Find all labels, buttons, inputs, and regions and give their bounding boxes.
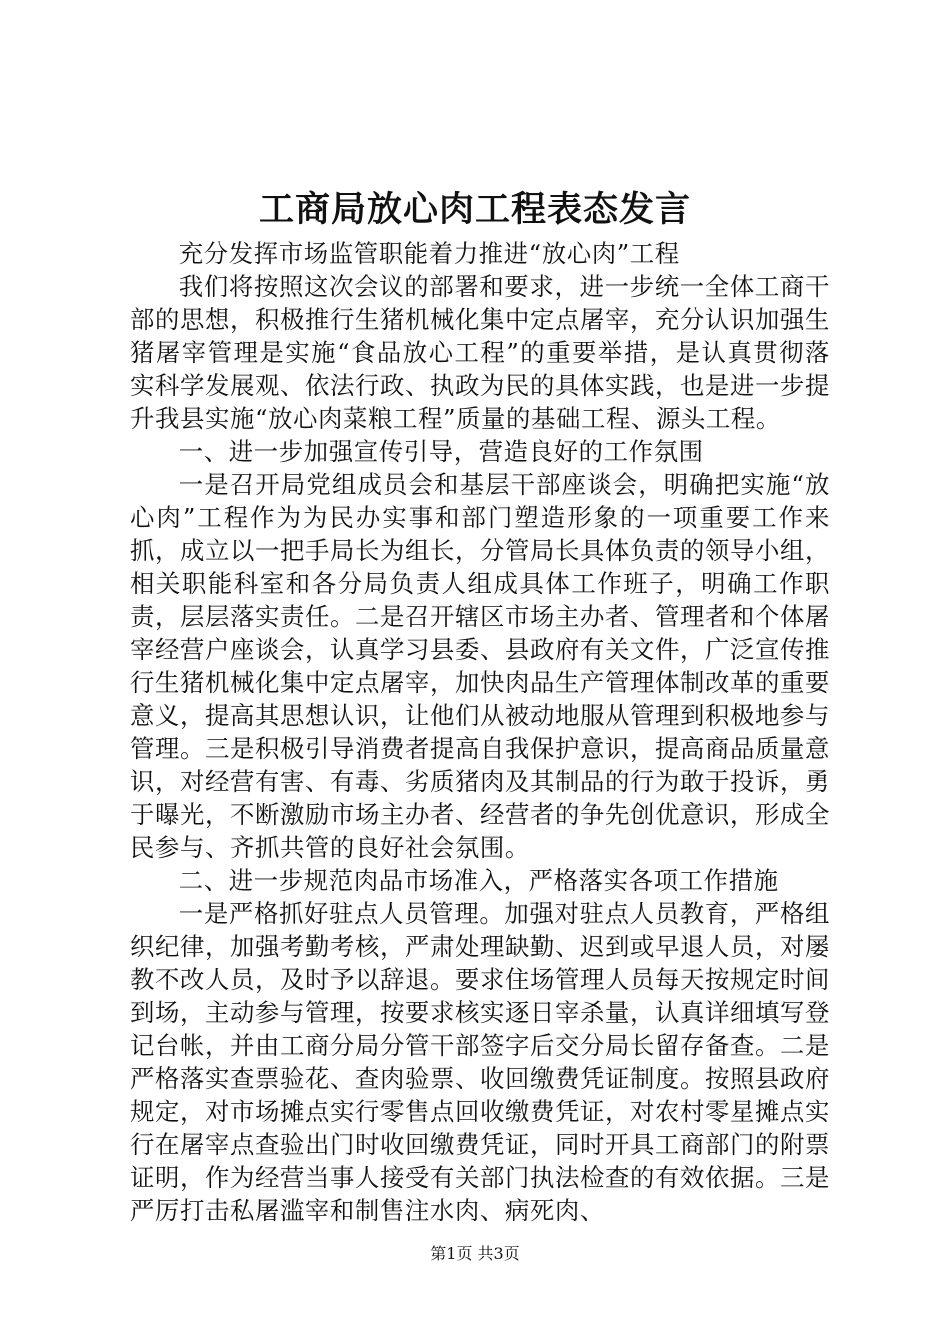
subtitle-paragraph: 充分发挥市场监管职能着力推进“放心肉”工程 [178,239,680,268]
section-heading-1: 一、进一步加强宣传引导，营造良好的工作氛围 [178,437,704,466]
section-2-paragraph: 一是严格抓好驻点人员管理。加强对驻点人员教育，严格组织纪律，加强考勤考核，严肃处理缺勤、迟到或早退人员，对屡教不改人员，及时予以辞退。要求住场管理人员每天按规定时间到场，主动参与管理，按要求核实逐日宰杀量，认真详细填写登记台帐，并由工商分局分管干部签字后交分局长留存备查。二是严格落实查票验花、查肉验票、收回缴费凭证制度。按照县政府规定，对市场摊点实行零售点回收缴费凭证，对农村零星摊点实行在屠宰点查验出门时收回缴费凭证，同时开具工商部门的附票证明，作为经营当事人接受有关部门执法检查的有效依据。三是严厉打击私屠滥宰和制售注水肉、病死肉、 [130,899,830,1225]
section-1-paragraph: 一是召开局党组成员会和基层干部座谈会，明确把实施“放心肉”工程作为为民办实事和部门塑造形象的一项重要工作来抓，成立以一把手局长为组长，分管局长具体负责的领导小组，相关职能科室和各分局负责人组成具体工作班子，明确工作职责，层层落实责任。二是召开辖区市场主办者、管理者和个体屠宰经营户座谈会，认真学习县委、县政府有关文件，广泛宣传推行生猪机械化集中定点屠宰，加快肉品生产管理体制改革的重要意义，提高其思想认识，让他们从被动地服从管理到积极地参与管理。三是积极引导消费者提高自我保护意识，提高商品质量意识，对经营有害、有毒、劣质猪肉及其制品的行为敢于投诉，勇于曝光，不断激励市场主办者、经营者的争先创优意识，形成全民参与、齐抓共管的良好社会氛围。 [130,470,830,862]
document-title: 工商局放心肉工程表态发言 [258,189,691,230]
document-body [130,237,830,1227]
page-footer: 第1页 共3页 [430,1244,520,1263]
intro-paragraph: 我们将按照这次会议的部署和要求，进一步统一全体工商干部的思想，积极推行生猪机械化集中定点屠宰，充分认识加强生猪屠宰管理是实施“食品放心工程”的重要举措，是认真贯彻落实科学发展观、依法行政、执政为民的具体实践，也是进一步提升我县实施“放心肉菜粮工程”质量的基础工程、源头工程。 [130,272,830,433]
section-heading-2: 二、进一步规范肉品市场准入，严格落实各项工作措施 [178,866,779,895]
